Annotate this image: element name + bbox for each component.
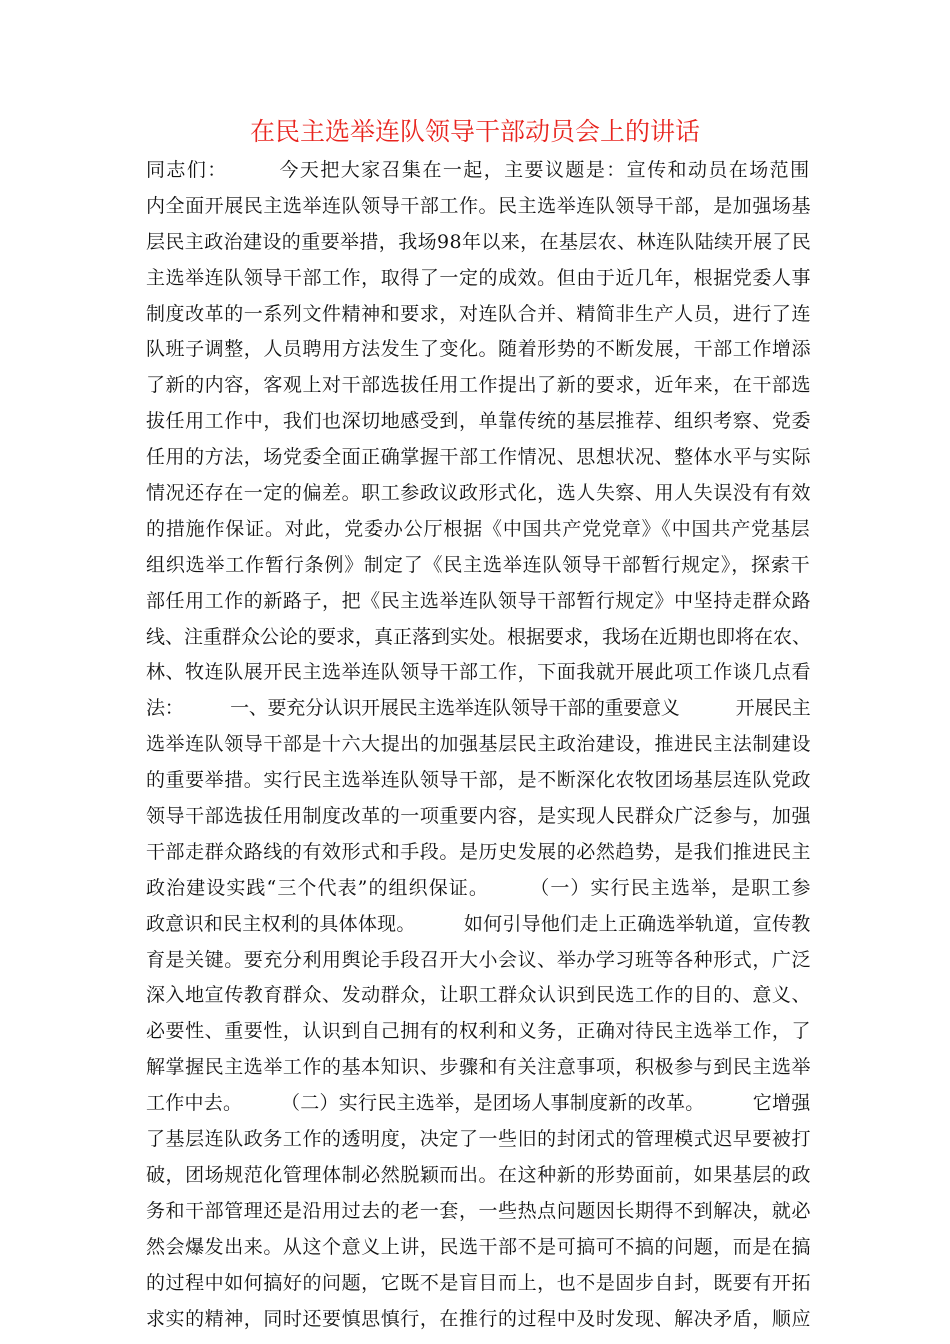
paragraph-line: 的过程中如何搞好的问题，它既不是盲目而上，也不是固步自封，既要有开拓	[146, 1271, 812, 1294]
paragraph-line: 拔任用工作中，我们也深切地感受到，单靠传统的基层推荐、组织考察、党委	[146, 410, 812, 433]
paragraph-line: 的重要举措。实行民主选举连队领导干部，是不断深化农牧团场基层连队党政	[146, 769, 812, 792]
paragraph-line: 制度改革的一系列文件精神和要求，对连队合并、精简非生产人员，进行了连	[146, 302, 812, 325]
paragraph-line: 育是关键。要充分利用舆论手段召开大小会议、举办学习班等各种形式，广泛	[146, 948, 812, 971]
paragraph-line: 领导干部选拔任用制度改革的一项重要内容，是实现人民群众广泛参与，加强	[146, 805, 812, 828]
paragraph-line: 任用的方法，场党委全面正确掌握干部工作情况、思想状况、整体水平与实际	[146, 446, 812, 469]
paragraph-line: 法： 一、要充分认识开展民主选举连队领导干部的重要意义 开展民主	[146, 697, 811, 720]
paragraph-line: 组织选举工作暂行条例》制定了《民主选举连队领导干部暂行规定》，探索干	[146, 553, 811, 576]
document-title: 在民主选举连队领导干部动员会上的讲话	[249, 117, 700, 146]
paragraph-line: 同志们： 今天把大家召集在一起，主要议题是：宣传和动员在场范围	[146, 159, 811, 181]
paragraph-line: 层民主政治建设的重要举措，我场98年以来，在基层农、林连队陆续开展了民	[146, 230, 812, 253]
document-body	[146, 153, 811, 1337]
paragraph-line: 主选举连队领导干部工作，取得了一定的成效。但由于近几年，根据党委人事	[146, 266, 812, 289]
paragraph-line: 必要性、重要性，认识到自己拥有的权利和义务，正确对待民主选举工作，了	[146, 1020, 812, 1043]
paragraph-line: 政治建设实践“三个代表”的组织保证。 （一）实行民主选举，是职工参	[146, 876, 812, 899]
paragraph-line: 了新的内容，客观上对干部选拔任用工作提出了新的要求，近年来，在干部选	[146, 374, 812, 397]
paragraph-line: 求实的精神，同时还要慎思慎行，在推行的过程中及时发现、解决矛盾，顺应	[146, 1307, 812, 1330]
paragraph-line: 然会爆发出来。从这个意义上讲，民选干部不是可搞可不搞的问题，而是在搞	[146, 1235, 812, 1258]
paragraph-line: 解掌握民主选举工作的基本知识、步骤和有关注意事项，积极参与到民主选举	[146, 1056, 812, 1079]
paragraph-line: 部任用工作的新路子，把《民主选举连队领导干部暂行规定》中坚持走群众路	[146, 589, 812, 612]
paragraph-line: 的措施作保证。对此，党委办公厅根据《中国共产党党章》《中国共产党基层	[146, 517, 811, 540]
paragraph-line: 队班子调整，人员聘用方法发生了变化。随着形势的不断发展，干部工作增添	[146, 338, 812, 361]
paragraph-line: 政意识和民主权利的具体体现。 如何引导他们走上正确选举轨道，宣传教	[146, 912, 811, 935]
paragraph-line: 务和干部管理还是沿用过去的老一套，一些热点问题因长期得不到解决，就必	[146, 1199, 812, 1222]
paragraph-line: 破，团场规范化管理体制必然脱颖而出。在这种新的形势面前，如果基层的政	[146, 1163, 812, 1186]
paragraph-line: 工作中去。 （二）实行民主选举，是团场人事制度新的改革。 它增强	[146, 1092, 811, 1115]
paragraph-line: 深入地宣传教育群众、发动群众，让职工群众认识到民选工作的目的、意义、	[146, 984, 812, 1007]
paragraph-line: 选举连队领导干部是十六大提出的加强基层民主政治建设，推进民主法制建设	[146, 733, 812, 756]
paragraph-line: 线、注重群众公论的要求，真正落到实处。根据要求，我场在近期也即将在农、	[146, 625, 812, 648]
paragraph-line: 干部走群众路线的有效形式和手段。是历史发展的必然趋势，是我们推进民主	[146, 840, 812, 863]
paragraph-line: 内全面开展民主选举连队领导干部工作。民主选举连队领导干部，是加强场基	[146, 194, 812, 217]
paragraph-line: 情况还存在一定的偏差。职工参政议政形式化，选人失察、用人失误没有有效	[146, 482, 812, 505]
paragraph-line: 林、牧连队展开民主选举连队领导干部工作，下面我就开展此项工作谈几点看	[146, 661, 812, 684]
paragraph-line: 了基层连队政务工作的透明度，决定了一些旧的封闭式的管理模式迟早要被打	[146, 1128, 812, 1151]
